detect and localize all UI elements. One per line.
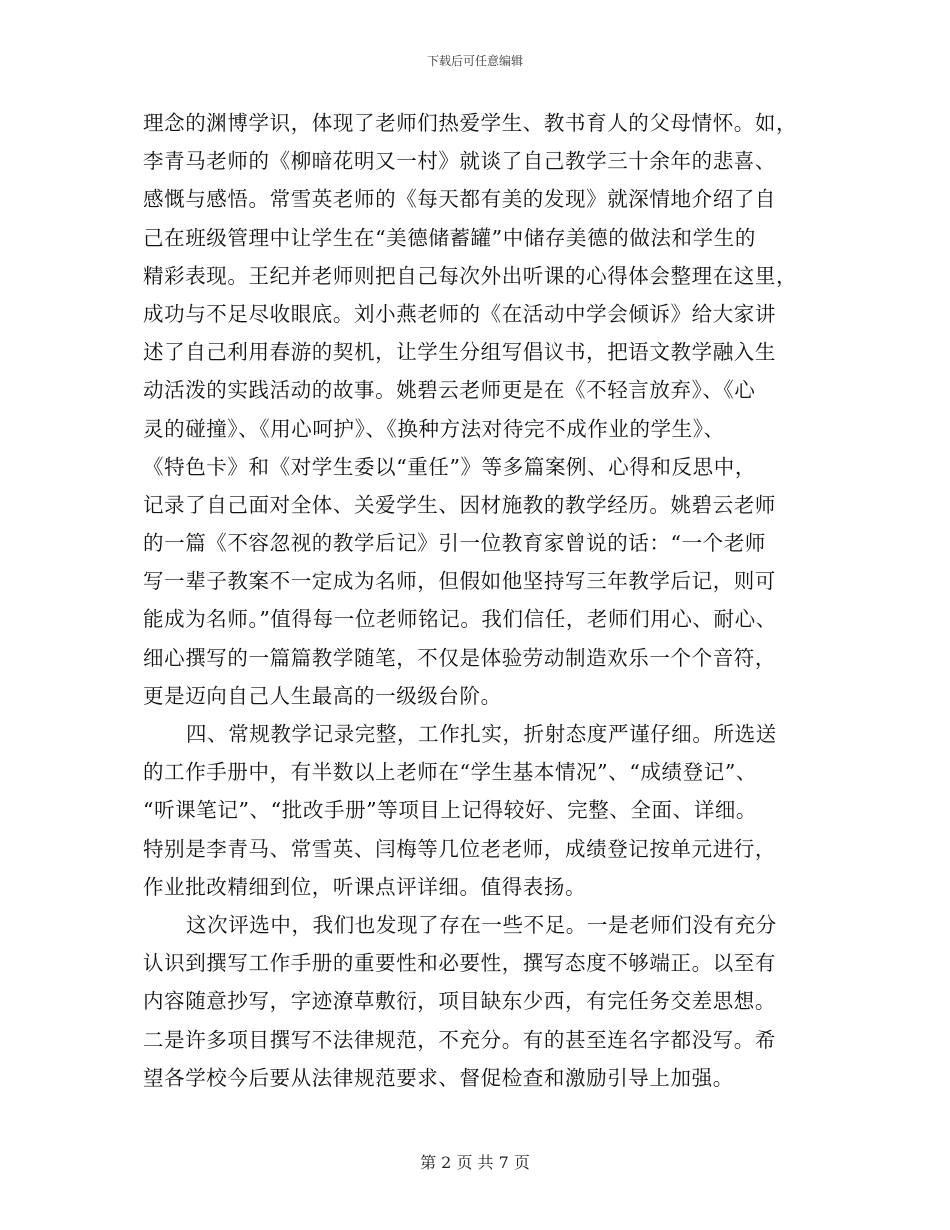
paragraph-start-line: 四、常规教学记录完整，工作扎实，折射态度严谨仔细。所选送 — [186, 722, 777, 746]
document-body — [143, 104, 808, 1097]
text-line: 李青马老师的《柳暗花明又一村》就谈了自己教学三十余年的悲喜、 — [143, 149, 776, 174]
text-line: 记录了自己面对全体、关爱学生、因材施教的教学经历。姚碧云老师 — [143, 492, 776, 517]
text-line: 述了自己利用春游的契机，让学生分组写倡议书，把语文教学融入生 — [143, 340, 776, 365]
text-line: 灵的碰撞》、《用心呵护》、《换种方法对待完不成作业的学生》、 — [143, 416, 725, 441]
text-line: 望各学校今后要从法律规范要求、督促检查和激励引导上加强。 — [143, 1065, 734, 1090]
paragraph-start-line: 这次评选中，我们也发现了存在一些不足。一是老师们没有充分 — [186, 912, 777, 937]
page-header-note: 下载后可任意编辑 — [426, 54, 523, 68]
text-line: 成功与不足尽收眼底。刘小燕老师的《在活动中学会倾诉》给大家讲 — [143, 301, 776, 326]
text-line: “听课笔记”、“批改手册”等项目上记得较好、完整、全面、详细。 — [143, 798, 758, 823]
text-line: 能成为名师。”值得每一位老师铭记。我们信任，老师们用心、耐心、 — [143, 607, 777, 632]
text-line: 的工作手册中，有半数以上老师在“学生基本情况”、“成绩登记”、 — [143, 760, 758, 785]
text-line: 理念的渊博学识，体现了老师们热爱学生、教书育人的父母情怀。如， — [143, 111, 798, 135]
text-line: 己在班级管理中让学生在“美德储蓄罐”中储存美德的做法和学生的 — [143, 225, 756, 250]
page-footer-number: 第 2 页 共 7 页 — [420, 1153, 530, 1172]
text-line: 精彩表现。王纪并老师则把自己每次外出听课的心得体会整理在这里， — [143, 263, 798, 288]
text-line: 写一辈子教案不一定成为名师，但假如他坚持写三年教学后记，则可 — [143, 569, 776, 594]
text-line: 《特色卡》和《对学生委以“重任”》等多篇案例、心得和反思中， — [143, 454, 756, 479]
text-line: 内容随意抄写，字迹潦草敷衍，项目缺东少西，有完任务交差思想。 — [143, 989, 776, 1014]
text-line: 作业批改精细到位，听课点评详细。值得表扬。 — [143, 874, 587, 899]
text-line: 二是许多项目撰写不法律规范，不充分。有的甚至连名字都没写。希 — [143, 1027, 776, 1052]
text-line: 的一篇《不容忽视的教学后记》引一位教育家曾说的话：“一个老师 — [143, 531, 766, 556]
text-line: 更是迈向自己人生最高的一级级台阶。 — [143, 683, 502, 708]
text-line: 特别是李青马、常雪英、闫梅等几位老老师，成绩登记按单元进行， — [143, 836, 776, 861]
text-line: 感慨与感悟。常雪英老师的《每天都有美的发现》就深情地介绍了自 — [143, 187, 776, 212]
text-line: 动活泼的实践活动的故事。姚碧云老师更是在《不轻言放弃》、《心 — [143, 378, 756, 403]
text-line: 细心撰写的一篇篇教学随笔，不仅是体验劳动制造欢乐一个个音符， — [143, 645, 776, 670]
text-line: 认识到撰写工作手册的重要性和必要性，撰写态度不够端正。以至有 — [143, 951, 776, 976]
